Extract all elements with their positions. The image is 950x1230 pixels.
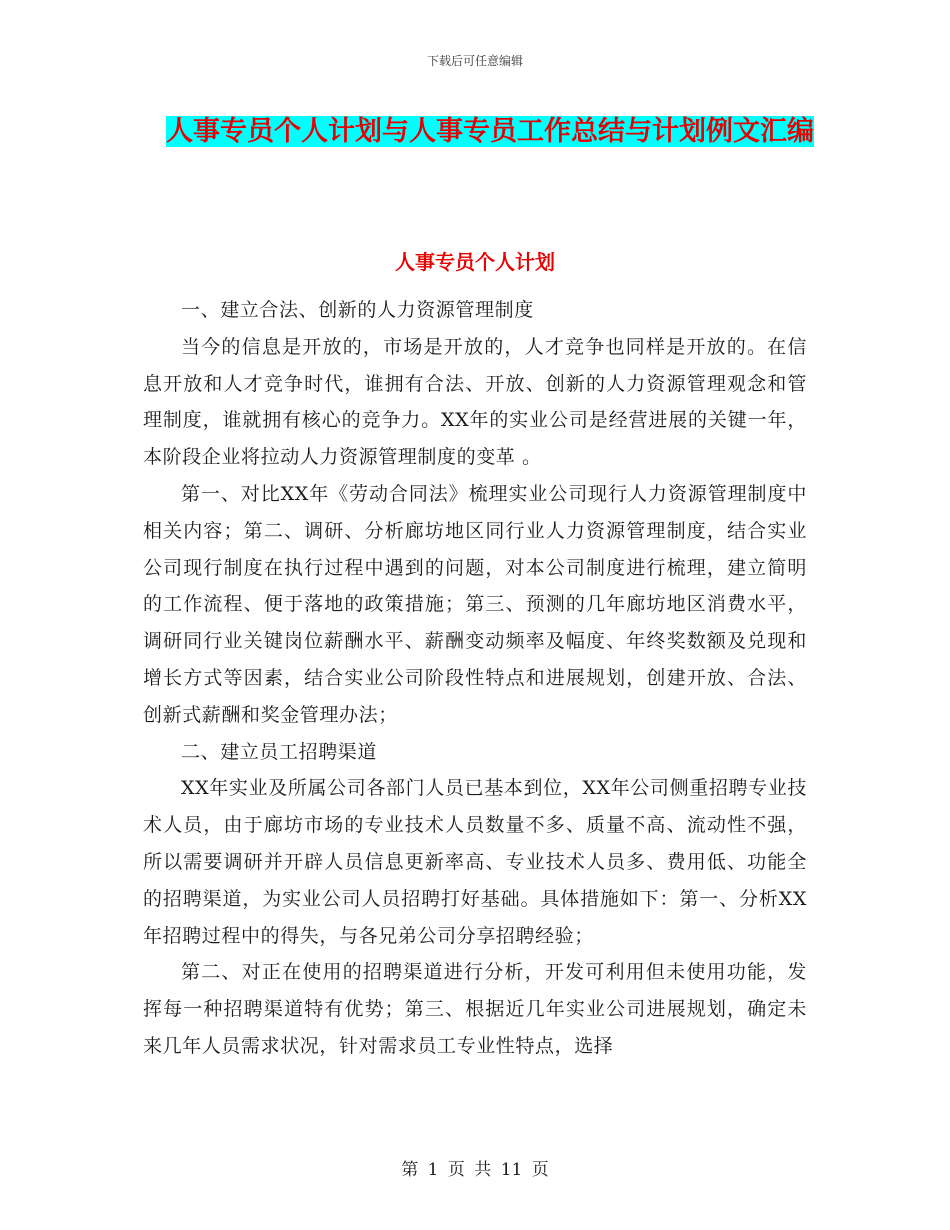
document-title-text: 人事专员个人计划与人事专员工作总结与计划例文汇编 [166, 116, 814, 147]
page-header: 下载后可任意编辑 [426, 54, 523, 68]
paragraph: 当今的信息是开放的，市场是开放的，人才竞争也同样是开放的。在信息开放和人才竞争时代，谁拥有合法、开放、创新的人力资源管理观念和管理制度，谁就拥有核心的竞争力。XX年的实业公司是经营进展的关键一年，本阶段企业将拉动人力资源管理制度的变革 。 [143, 335, 807, 469]
paragraph: XX年实业及所属公司各部门人员已基本到位，XX年公司侧重招聘专业技术人员，由于廊坊市场的专业技术人员数量不多、质量不高、流动性不强，所以需要调研并开辟人员信息更新率高、专业技术人员多、费用低、功能全的招聘渠道，为实业公司人员招聘打好基础。具体措施如下：第一、分析XX年招聘过程中的得失，与各兄弟公司分享招聘经验； [143, 777, 807, 947]
page-footer: 第 1 页 共 11 页 [401, 1160, 549, 1180]
document-title [140, 108, 840, 156]
section-title: 人事专员个人计划 [395, 250, 555, 274]
paragraph: 第二、对正在使用的招聘渠道进行分析，开发可利用但未使用功能，发挥每一种招聘渠道特有优势；第三、根据近几年实业公司进展规划，确定未来几年人员需求状况，针对需求员工专业性特点，选择 [143, 961, 807, 1057]
document-body [143, 292, 807, 1065]
paragraph: 第一、对比XX年《劳动合同法》梳理实业公司现行人力资源管理制度中相关内容；第二、调研、分析廊坊地区同行业人力资源管理制度，结合实业公司现行制度在执行过程中遇到的问题，对本公司制度进行梳理，建立简明的工作流程、便于落地的政策措施；第三、预测的几年廊坊地区消费水平，调研同行业关键岗位薪酬水平、薪酬变动频率及幅度、年终奖数额及兑现和增长方式等因素，结合实业公司阶段性特点和进展规划，创建开放、合法、创新式薪酬和奖金管理办法； [143, 482, 807, 726]
paragraph-heading-2: 二、建立员工招聘渠道 [181, 740, 378, 763]
paragraph-heading-1: 一、建立合法、创新的人力资源管理制度 [181, 299, 534, 321]
